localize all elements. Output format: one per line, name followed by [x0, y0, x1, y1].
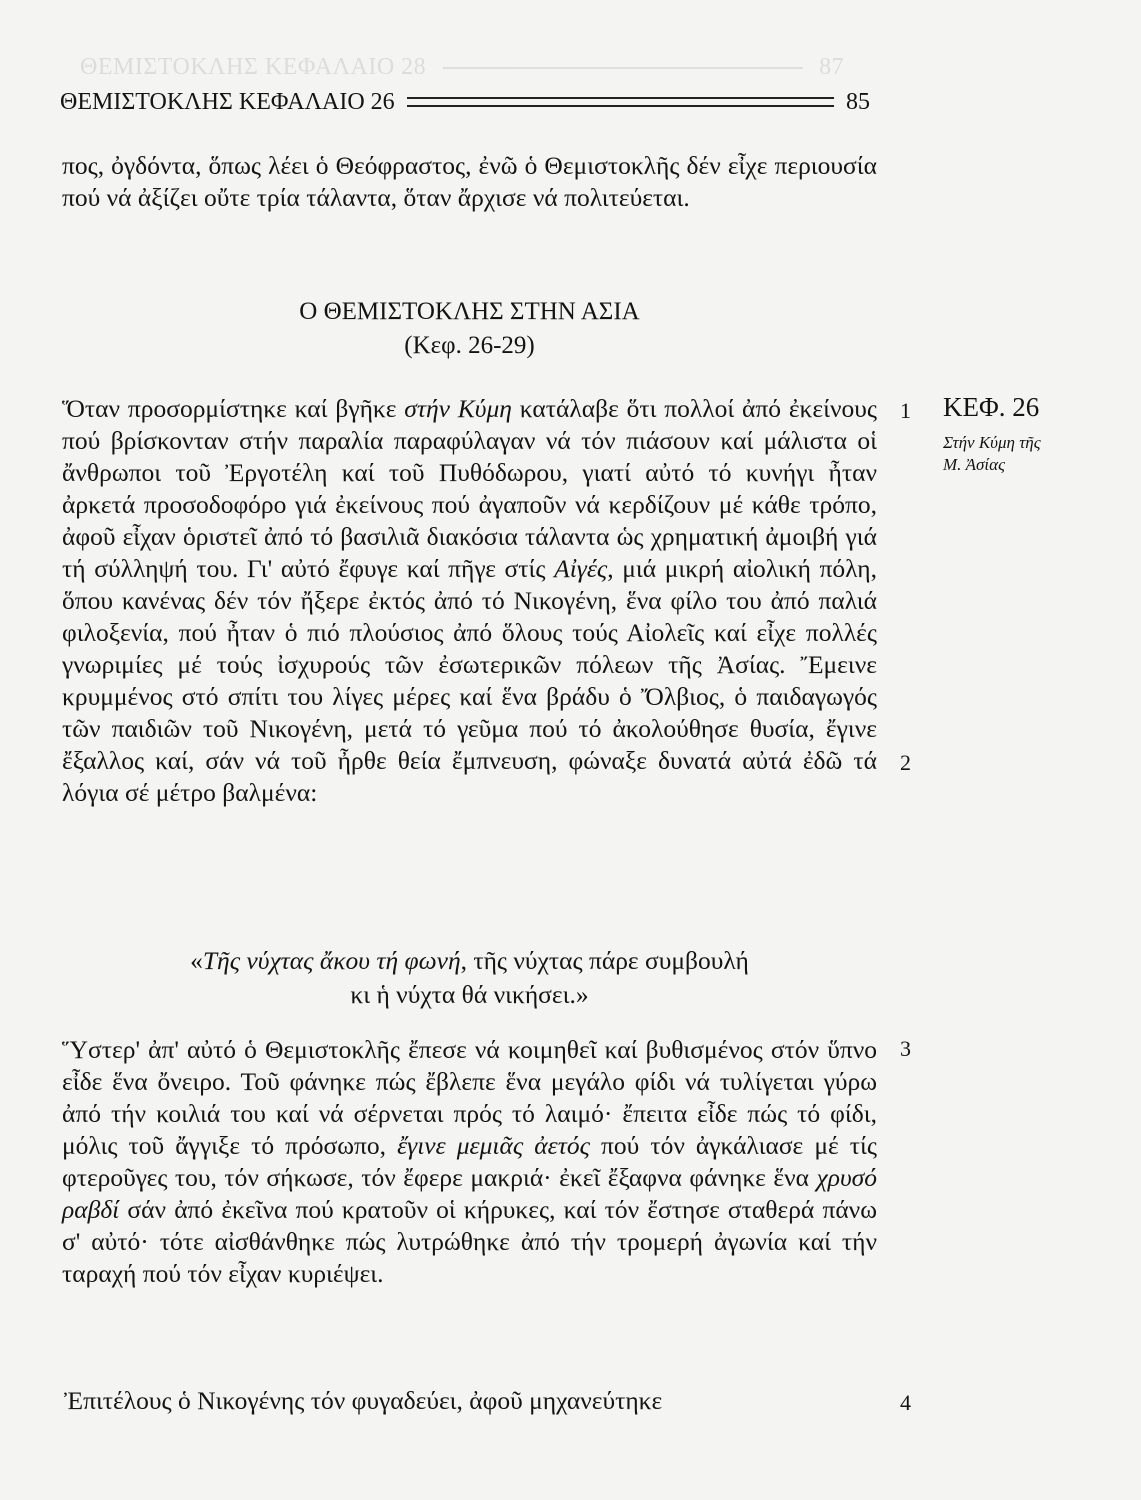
margin-number-2: 2: [900, 750, 911, 775]
paragraph-2: [62, 1034, 877, 1290]
verse-line-1-rest: , τῆς νύχτας πάρε συμβουλή: [460, 946, 749, 975]
verse-open-quote: «: [190, 946, 203, 975]
page-number: 85: [846, 88, 870, 115]
p2-italic-rod: χρυσό ραβδί: [62, 1163, 877, 1224]
bleed-header-text: ΘΕΜΙΣΤΟΚΛΗΣ ΚΕΦΑΛΑΙΟ 28: [80, 54, 427, 80]
chapter-label: ΚΕΦ. 26: [943, 392, 1040, 422]
p2-part2: πού τόν ἀγκάλιασε μέ τίς φτεροῦγες του, τόν σήκωσε, τόν ἔφερε μακριά· ἐκεῖ ἔξαφνα φάνηκε ἕνα: [62, 1131, 877, 1192]
p2-part3: σάν ἀπό ἐκεῖνα πού κρατοῦν οἱ κήρυκες, καί τόν ἔστησε σταθερά πάνω σ' αὐτό· τότε αἰσθάνθηκε πώς λυτρώθηκε ἀπό τήν τρομερή ἀγωνία καί τήν ταραχή πού τόν εἶχαν κυριέψει.: [62, 1195, 877, 1288]
header-double-rule: [407, 97, 834, 107]
p1-part2: κατάλαβε ὅτι πολλοί ἀπό ἐκείνους πού βρίσκονταν στήν παραλία παραφύλαγαν νά τόν πιάσουν καί μάλιστα οἱ ἄνθρωποι τοῦ Ἐργοτέλη καί τοῦ Πυθόδωρου, γιατί αὐτό τό κυνήγι ἦταν ἀρκετά προσοδοφόρο γιά ἐκείνους πού ἀγαποῦν νά κερδίζουν μέ κάθε τρόπο, ἀφοῦ εἶχαν ὁριστεῖ ἀπό τό βασιλιᾶ διακόσια τάλαντα ὡς χρηματική ἀμοιβή γιά τή σύλληψή του. Γι' αὐτό ἔφυγε καί πῆγε στίς: [62, 394, 877, 583]
section-title: Ο ΘΕΜΙΣΤΟΚΛΗΣ ΣΤΗΝ ΑΣΙΑ: [299, 298, 640, 325]
paragraph-1: [62, 393, 877, 809]
p1-part1: Ὅταν προσορμίστηκε καί βγῆκε: [62, 394, 405, 423]
paragraph-2-text: [62, 1034, 877, 1290]
verse-line-2: κι ἡ νύχτα θά νικήσει.»: [350, 980, 589, 1009]
p1-italic-kyme: στήν Κύμη: [404, 394, 512, 423]
bleed-page-number: 87: [819, 54, 845, 80]
margin-number-3: 3: [900, 1036, 911, 1061]
verse-quote: [62, 944, 877, 1012]
header-title: ΘΕΜΙΣΤΟΚΛΗΣ ΚΕΦΑΛΑΙΟ 26: [60, 88, 395, 115]
intro-paragraph: [62, 150, 877, 214]
paragraph-3: [62, 1385, 877, 1417]
p2-part1: Ὕστερ' ἀπ' αὐτό ὁ Θεμιστοκλῆς ἔπεσε νά κοιμηθεῖ καί βυθισμένος στόν ὕπνο εἶδε ἕνα ὄνειρο. Τοῦ φάνηκε πώς ἔβλεπε ἕνα μεγάλο φίδι νά τυλίγεται γύρω ἀπό τήν κοιλιά του καί νά σέρνεται πρός τό λαιμό· ἔπειτα εἶδε πώς τό φίδι, μόλις τοῦ ἄγγιξε τό πρόσωπο,: [62, 1035, 877, 1160]
section-subtitle: (Κεφ. 26-29): [404, 332, 535, 359]
running-header: [60, 82, 870, 122]
paragraph-1-text: [62, 393, 877, 809]
p2-italic-eagle: ἔγινε μεμιᾶς ἀετός: [397, 1131, 590, 1160]
chapter-subtitle-line1: Στήν Κύμη τῆς: [943, 433, 1041, 452]
paragraph-3-text: Ἐπιτέλους ὁ Νικογένης τόν φυγαδεύει, ἀφοῦ μηχανεύτηκε: [64, 1386, 663, 1415]
p1-part3: , μιά μικρή αἰολική πόλη, ὅπου κανένας δέν τόν ἤξερε ἐκτός ἀπό τό Νικογένη, ἕνα φίλο του ἀπό παλιά φιλοξενία, πού ἦταν ὁ πιό πλούσιος ἀπό ὅλους τούς Αἰολεῖς καί εἶχε πολλές γνωριμίες μέ τούς ἰσχυρούς τῶν ἐσωτερικῶν πόλεων τῆς Ἀσίας. Ἔμεινε κρυμμένος στό σπίτι του λίγες μέρες καί ἕνα βράδυ ὁ Ὄλβιος, ὁ παιδαγωγός τῶν παιδιῶν τοῦ Νικογένη, μετά τό γεῦμα πού τό ἀκολούθησε θυσία, ἔγινε ἔξαλλος καί, σάν νά τοῦ ἦρθε θεία ἔμπνευση, φώναξε δυνατά αὐτά ἐδῶ τά λόγια σέ μέτρο βαλμένα:: [62, 554, 877, 807]
chapter-subtitle: [943, 432, 1041, 476]
chapter-subtitle-line2: Μ. Ἀσίας: [943, 455, 1005, 474]
intro-text: πος, ὀγδόντα, ὅπως λέει ὁ Θεόφραστος, ἐνῶ ὁ Θεμιστοκλῆς δέν εἶχε περιουσία πού νά ἀξίζει οὔτε τρία τάλαντα, ὅταν ἄρχισε νά πολιτεύεται.: [62, 151, 877, 212]
margin-number-1: 1: [900, 398, 911, 423]
verse-line-1: [62, 944, 877, 978]
section-heading: [62, 295, 877, 363]
p1-italic-aiges: Αἰγές: [554, 554, 608, 583]
verse-italic: Τῆς νύχτας ἄκου τή φωνή: [202, 946, 461, 975]
margin-number-4: 4: [900, 1390, 911, 1415]
bleed-through-header: [80, 54, 844, 81]
